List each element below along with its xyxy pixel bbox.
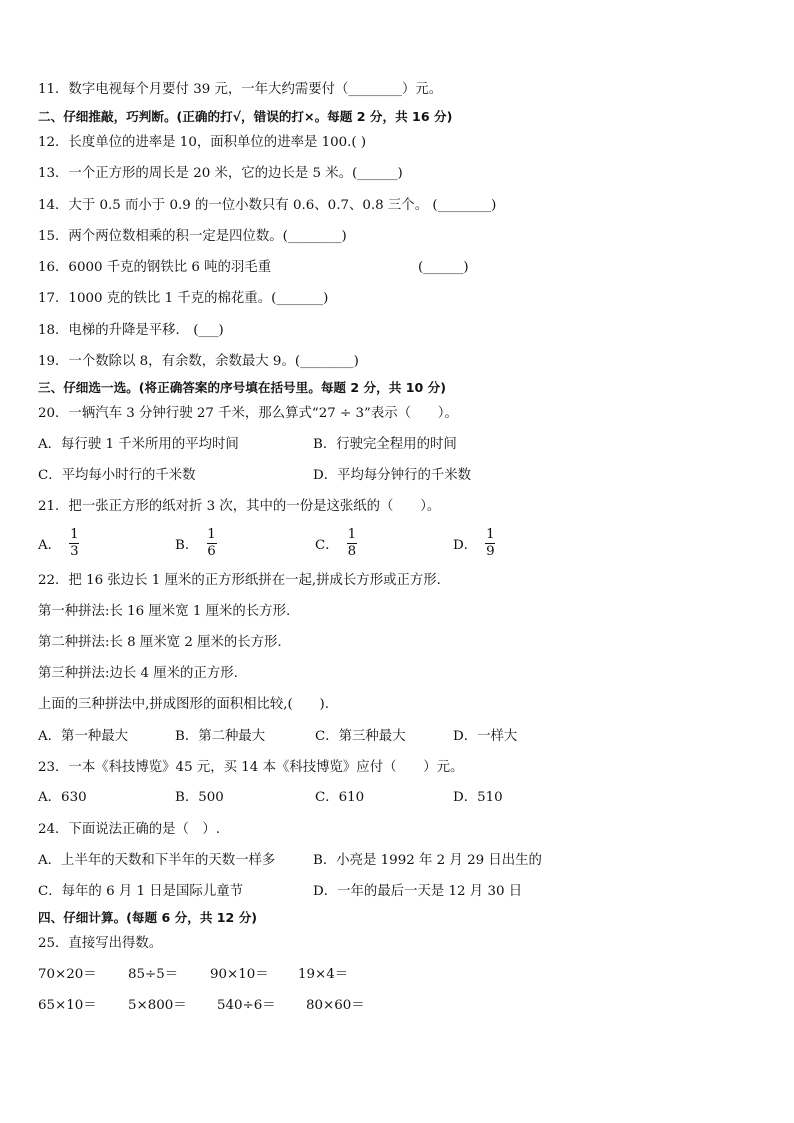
question-19: 19．一个数除以 8，有余数，余数最大 9。(________): [38, 354, 359, 369]
denominator: 9: [486, 544, 495, 559]
option-label: C．: [315, 538, 339, 553]
q23-option-a: A．630: [38, 790, 87, 805]
fraction: [206, 527, 217, 560]
q20-option-b: B．行驶完全程用的时间: [313, 437, 457, 452]
question-23: 23．一本《科技博览》45 元，买 14 本《科技博览》应付（ ）元。: [38, 760, 464, 775]
denominator: 6: [207, 544, 216, 559]
q22-option-a: A．第一种最大: [38, 729, 129, 744]
question-22: 22．把 16 张边长 1 厘米的正方形纸拼在一起,拼成长方形或正方形.: [38, 573, 441, 588]
q21-option-b: [175, 527, 217, 560]
numerator: 1: [347, 527, 357, 542]
calc-item: 90×10＝: [210, 967, 269, 982]
calc-item: 19×4＝: [298, 967, 349, 982]
question-22-method-3: 第三种拼法:边长 4 厘米的正方形.: [38, 666, 238, 681]
section-4-heading: 四、仔细计算。(每题 6 分，共 12 分): [38, 910, 258, 925]
q20-option-a: A．每行驶 1 千米所用的平均时间: [38, 437, 239, 452]
q24-option-d: D．一年的最后一天是 12 月 30 日: [313, 884, 523, 899]
numerator: 1: [486, 527, 495, 542]
q23-option-d: D．510: [453, 790, 503, 805]
question-14: 14．大于 0.5 而小于 0.9 的一位小数只有 0.6、0.7、0.8 三个。 (________): [38, 198, 497, 213]
q20-option-c: C．平均每小时行的千米数: [38, 468, 196, 483]
calc-item: 70×20＝: [38, 967, 97, 982]
question-18: 18．电梯的升降是平移． (___): [38, 323, 224, 338]
fraction: [69, 527, 80, 560]
question-22-method-2: 第二种拼法:长 8 厘米宽 2 厘米的长方形.: [38, 635, 282, 650]
q24-option-c: C．每年的 6 月 1 日是国际儿童节: [38, 884, 243, 899]
numerator: 1: [70, 527, 79, 542]
q24-option-a: A．上半年的天数和下半年的天数一样多: [38, 853, 276, 868]
option-label: D．: [453, 538, 478, 553]
calc-item: 65×10＝: [38, 998, 97, 1013]
question-22-prompt: 上面的三种拼法中,拼成图形的面积相比较,( ).: [38, 697, 330, 712]
q23-option-b: B．500: [175, 790, 224, 805]
question-16-answer-blank: (______): [418, 260, 469, 275]
question-15: 15．两个两位数相乘的积一定是四位数。(________): [38, 229, 347, 244]
section-2-heading: 二、仔细推敲，巧判断。(正确的打√，错误的打×。每题 2 分，共 16 分): [38, 109, 453, 124]
question-13: 13．一个正方形的周长是 20 米，它的边长是 5 米。(______): [38, 166, 403, 181]
calc-item: 85÷5＝: [128, 967, 179, 982]
numerator: 1: [207, 527, 216, 542]
q22-option-d: D．一样大: [453, 729, 518, 744]
fraction: [347, 527, 358, 560]
denominator: 3: [70, 544, 79, 559]
q23-option-c: C．610: [315, 790, 365, 805]
question-12: 12．长度单位的进率是 10，面积单位的进率是 100.( ): [38, 135, 367, 150]
calc-item: 80×60＝: [306, 998, 365, 1013]
q20-option-d: D．平均每分钟行的千米数: [313, 468, 472, 483]
q22-option-b: B．第二种最大: [175, 729, 266, 744]
denominator: 8: [347, 544, 357, 559]
q24-option-b: B．小亮是 1992 年 2 月 29 日出生的: [313, 853, 542, 868]
question-16: 16．6000 千克的钢铁比 6 吨的羽毛重: [38, 260, 272, 275]
calc-item: 5×800＝: [128, 998, 187, 1013]
option-label: B．: [175, 538, 199, 553]
fraction: [485, 527, 496, 560]
q21-option-a: [38, 527, 80, 560]
calc-item: 540÷6＝: [217, 998, 276, 1013]
question-25: 25．直接写出得数。: [38, 936, 163, 951]
q21-option-d: [453, 527, 496, 560]
section-3-heading: 三、仔细选一选。(将正确答案的序号填在括号里。每题 2 分，共 10 分): [38, 380, 446, 395]
question-17: 17．1000 克的铁比 1 千克的棉花重。(_______): [38, 291, 329, 306]
question-24: 24．下面说法正确的是（ ）.: [38, 822, 220, 837]
question-21: 21．把一张正方形的纸对折 3 次，其中的一份是这张纸的（ ）。: [38, 499, 441, 514]
question-20: 20．一辆汽车 3 分钟行驶 27 千米，那么算式“27 ÷ 3”表示（ ）。: [38, 406, 458, 421]
question-22-method-1: 第一种拼法:长 16 厘米宽 1 厘米的长方形.: [38, 604, 291, 619]
q22-option-c: C．第三种最大: [315, 729, 406, 744]
option-label: A．: [38, 538, 62, 553]
question-11: 11．数字电视每个月要付 39 元，一年大约需要付（________）元。: [38, 82, 443, 97]
q21-option-c: [315, 527, 357, 560]
